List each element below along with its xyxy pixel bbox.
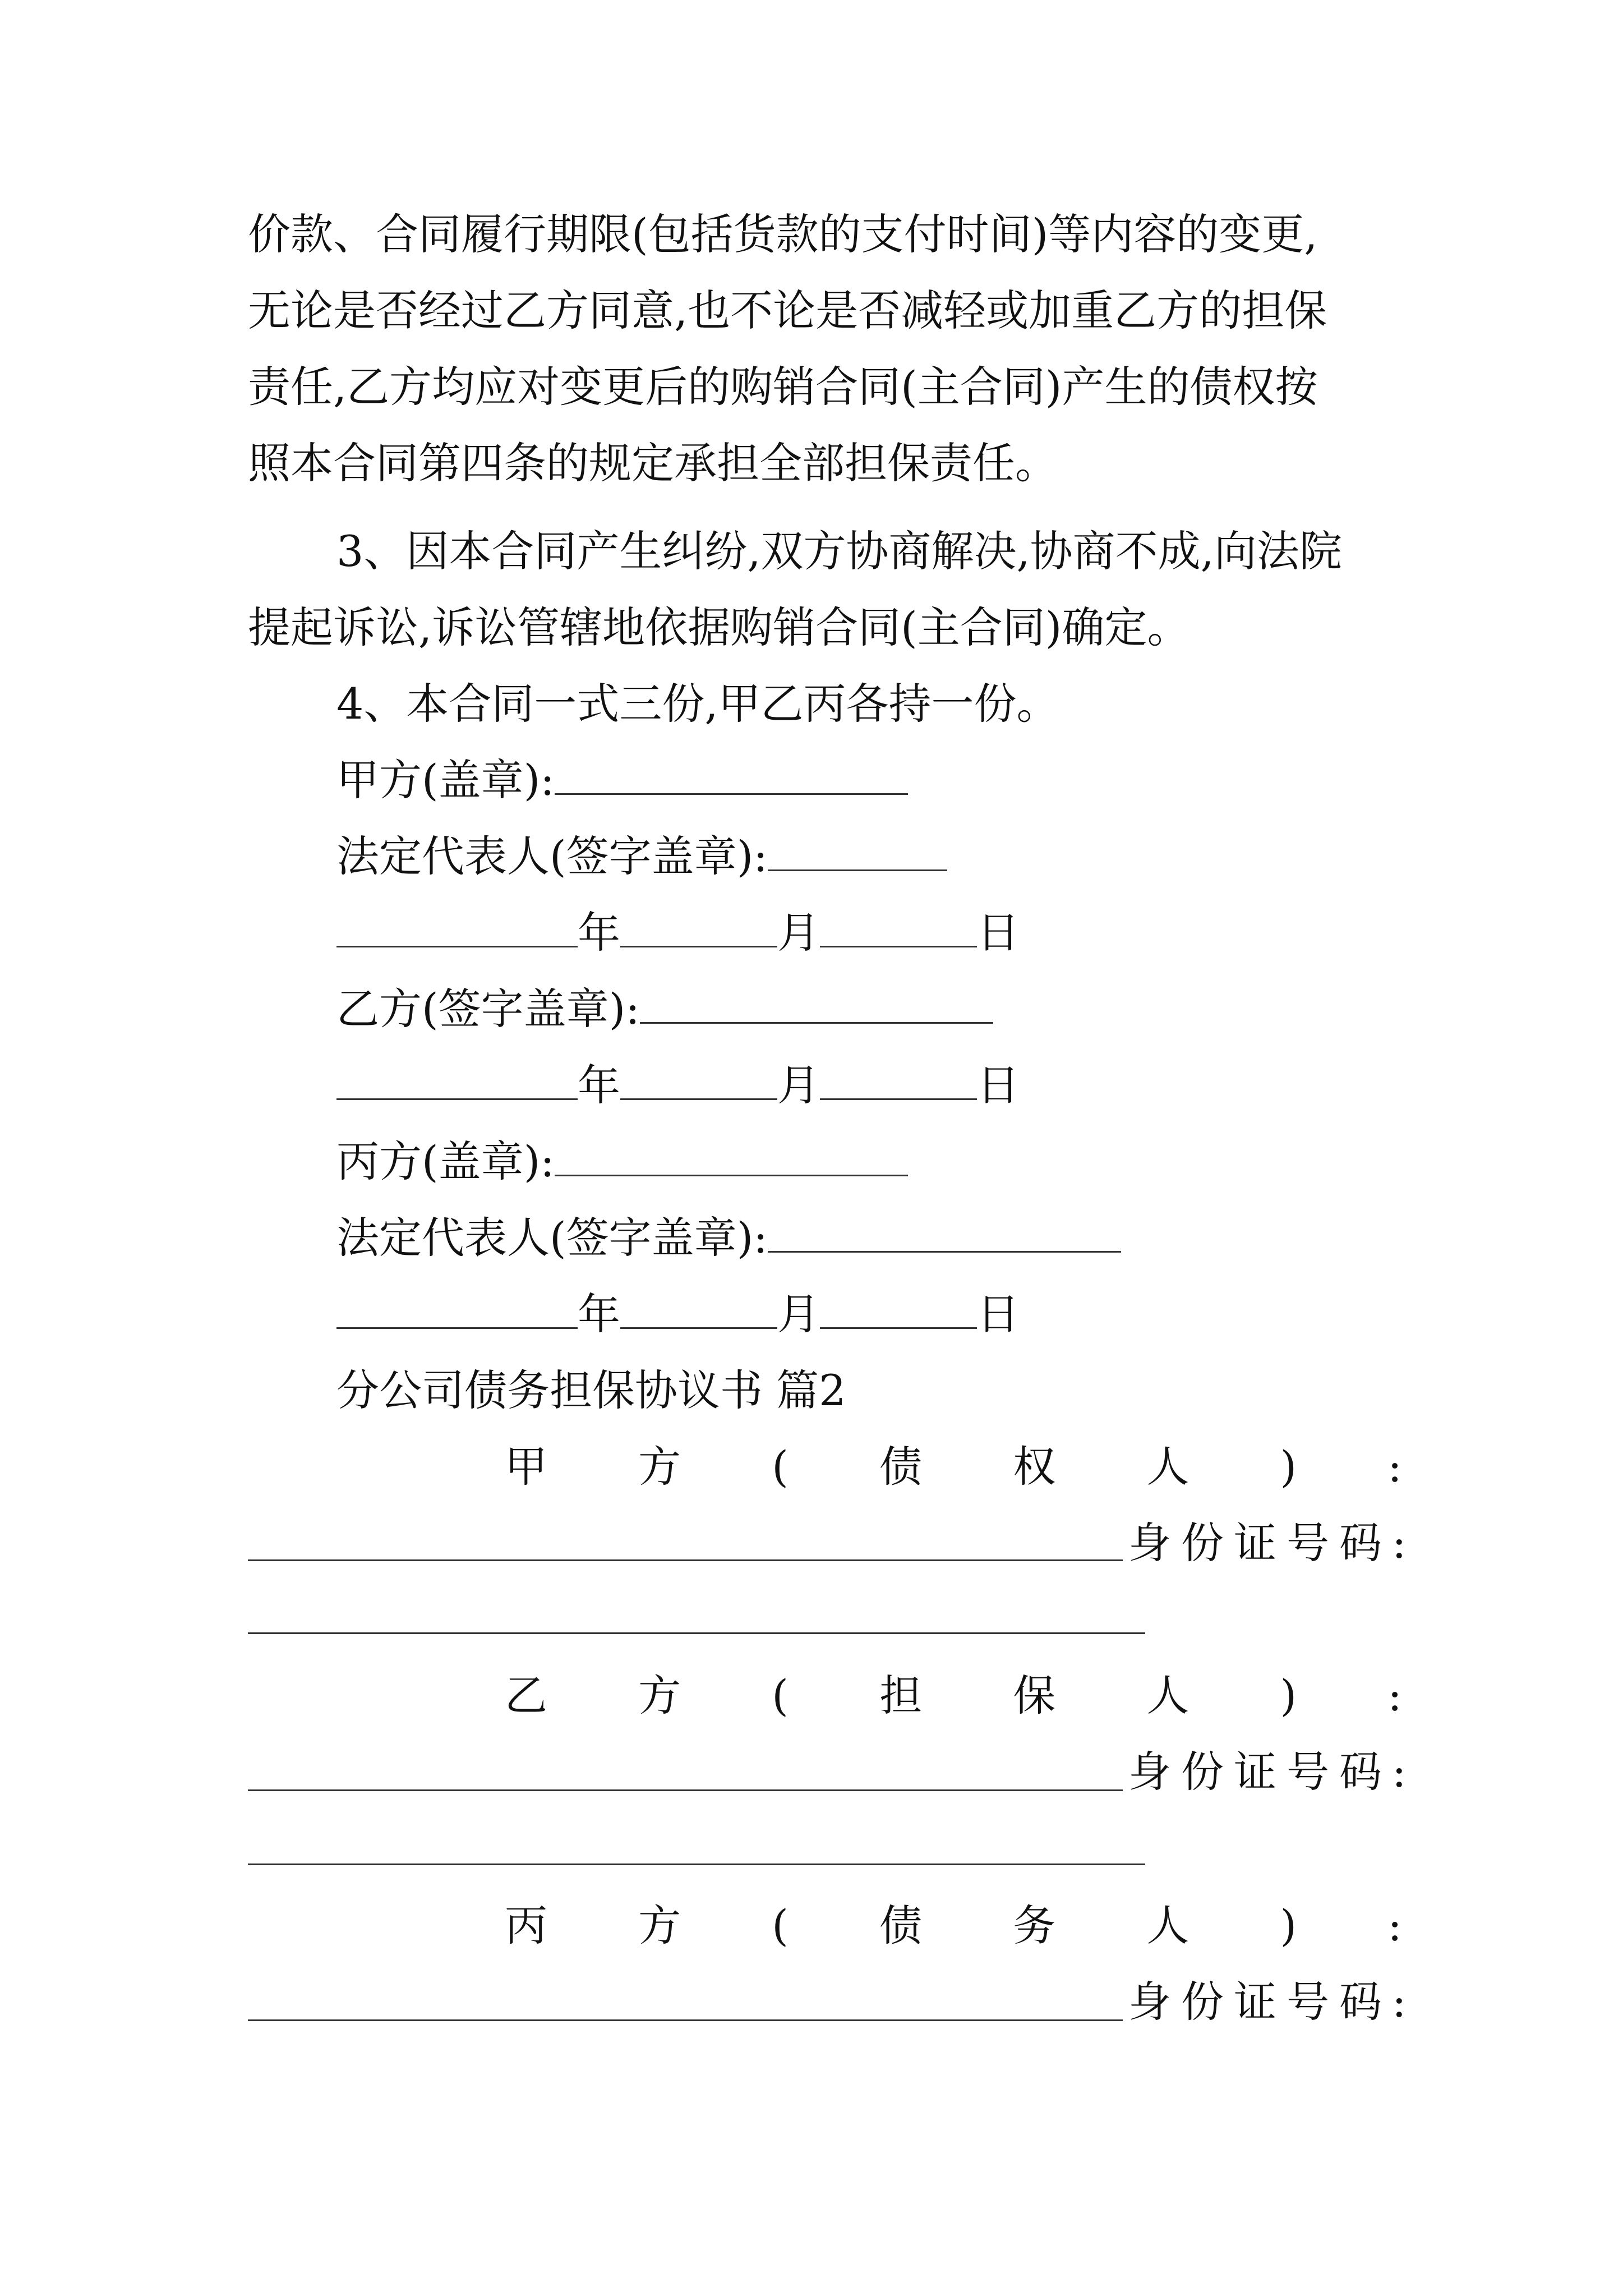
party-c-signature-line <box>336 1124 908 1200</box>
paragraph-line: 照本合同第四条的规定承担全部担保责任。 <box>248 438 1058 488</box>
date-line <box>336 895 1020 971</box>
guarantor-char: ) <box>1280 1671 1297 1720</box>
paragraph-line: 无论是否经过乙方同意,也不论是否减轻或加重乙方的担保 <box>248 286 1327 335</box>
guarantor-char: ( <box>772 1671 789 1720</box>
party-a-rep-line <box>336 818 947 895</box>
guarantor-id-blank[interactable] <box>248 1864 1145 1865</box>
month-blank[interactable] <box>620 1065 777 1100</box>
creditor-char: 方 <box>638 1442 681 1492</box>
creditor-char: 债 <box>879 1442 923 1492</box>
year-blank[interactable] <box>336 1294 578 1329</box>
debtor-char: 债 <box>879 1901 923 1950</box>
signature-blank[interactable] <box>768 836 947 871</box>
party-c-label: 丙方(盖章): <box>336 1137 555 1186</box>
guarantor-char: 担 <box>879 1671 923 1720</box>
day-label: 日 <box>977 1060 1020 1110</box>
day-label: 日 <box>977 1289 1020 1339</box>
guarantor-char: 方 <box>638 1671 681 1720</box>
party-a-label: 甲方(盖章): <box>336 755 555 805</box>
creditor-char: ( <box>772 1442 789 1492</box>
party-b-label: 乙方(签字盖章): <box>336 984 640 1034</box>
party-a-signature-line <box>336 742 908 818</box>
signature-blank[interactable] <box>768 1217 1121 1253</box>
paragraph-line: 4、本合同一式三份,甲乙丙各持一份。 <box>336 679 1059 729</box>
day-blank[interactable] <box>820 1294 977 1329</box>
month-label: 月 <box>777 1289 820 1339</box>
month-label: 月 <box>777 908 820 958</box>
section-title: 分公司债务担保协议书 篇2 <box>336 1365 846 1415</box>
guarantor-heading <box>505 1658 1402 1734</box>
debtor-char: 丙 <box>505 1901 547 1950</box>
year-blank[interactable] <box>336 912 578 947</box>
guarantor-char: 保 <box>1013 1671 1056 1720</box>
debtor-char: : <box>1387 1901 1402 1950</box>
month-blank[interactable] <box>620 912 777 947</box>
date-line <box>336 1047 1020 1124</box>
day-blank[interactable] <box>820 912 977 947</box>
party-b-signature-line <box>336 971 993 1047</box>
guarantor-id-label: 身份证号码: <box>1128 1747 1417 1797</box>
year-label: 年 <box>578 1060 620 1110</box>
creditor-heading <box>505 1429 1402 1505</box>
legal-rep-label: 法定代表人(签字盖章): <box>336 831 768 881</box>
party-c-rep-line <box>336 1200 1121 1276</box>
paragraph-line: 3、因本合同产生纠纷,双方协商解决,协商不成,向法院 <box>336 526 1342 576</box>
debtor-name-blank[interactable] <box>248 2019 1123 2021</box>
debtor-char: 人 <box>1146 1901 1189 1950</box>
paragraph-line: 价款、合同履行期限(包括货款的支付时间)等内容的变更, <box>248 209 1318 259</box>
guarantor-char: 人 <box>1146 1671 1189 1720</box>
debtor-char: 方 <box>638 1901 681 1950</box>
year-label: 年 <box>578 1289 620 1339</box>
creditor-char: 甲 <box>505 1442 547 1492</box>
day-blank[interactable] <box>820 1065 977 1100</box>
guarantor-name-blank[interactable] <box>248 1789 1123 1791</box>
creditor-char: ) <box>1280 1442 1297 1492</box>
guarantor-char: : <box>1387 1671 1402 1720</box>
debtor-char: 务 <box>1013 1901 1056 1950</box>
day-label: 日 <box>977 908 1020 958</box>
year-blank[interactable] <box>336 1065 578 1100</box>
debtor-char: ( <box>772 1901 789 1950</box>
creditor-name-blank[interactable] <box>248 1559 1123 1561</box>
creditor-char: : <box>1387 1442 1402 1492</box>
signature-blank[interactable] <box>555 760 908 795</box>
debtor-id-label: 身份证号码: <box>1128 1977 1417 2027</box>
guarantor-char: 乙 <box>505 1671 547 1720</box>
legal-rep-label: 法定代表人(签字盖章): <box>336 1213 768 1263</box>
creditor-id-blank[interactable] <box>248 1632 1145 1634</box>
date-line <box>336 1276 1020 1352</box>
month-label: 月 <box>777 1060 820 1110</box>
debtor-char: ) <box>1280 1901 1297 1950</box>
signature-blank[interactable] <box>640 988 993 1024</box>
debtor-heading <box>505 1888 1402 1964</box>
paragraph-line: 责任,乙方均应对变更后的购销合同(主合同)产生的债权按 <box>248 362 1318 412</box>
paragraph-line: 提起诉讼,诉讼管辖地依据购销合同(主合同)确定。 <box>248 602 1190 652</box>
creditor-id-label: 身份证号码: <box>1128 1518 1417 1568</box>
creditor-char: 人 <box>1146 1442 1189 1492</box>
year-label: 年 <box>578 908 620 958</box>
creditor-char: 权 <box>1013 1442 1056 1492</box>
signature-blank[interactable] <box>555 1141 908 1176</box>
month-blank[interactable] <box>620 1294 777 1329</box>
